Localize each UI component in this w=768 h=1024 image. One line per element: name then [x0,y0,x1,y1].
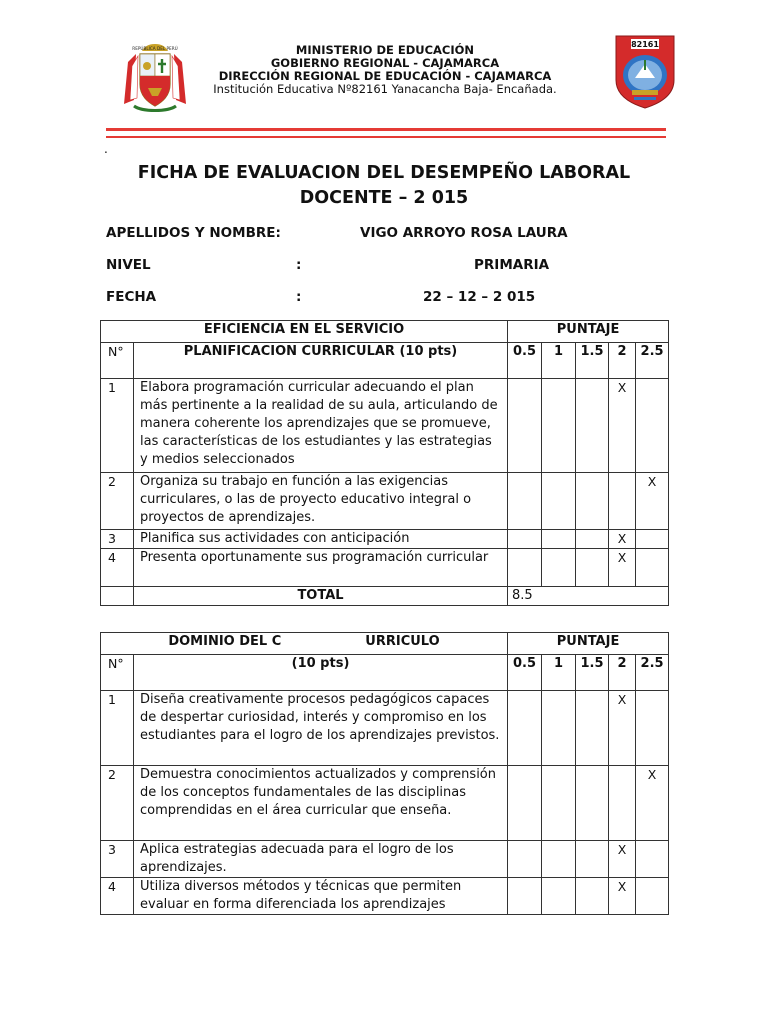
mark-1 [542,473,576,530]
mark-2-5 [636,841,669,878]
mark-1-5 [576,549,609,587]
mark-2-5: X [636,473,669,530]
mark-2 [609,473,636,530]
mark-1 [542,549,576,587]
row-number: 4 [101,549,134,587]
mark-1 [542,530,576,549]
shield-number: 82161 [631,40,659,49]
number-header: N° [101,343,134,379]
school-shield-logo [612,30,678,110]
table-row [101,530,669,549]
info-sep-date: : [296,289,302,305]
row-number: 2 [101,766,134,841]
left-logo-caption: REPÚBLICA DEL PERÚ [132,46,178,51]
scale-1-5: 1.5 [576,343,609,379]
section-heading: EFICIENCIA EN EL SERVICIO [101,321,508,343]
title-line-1: FICHA DE EVALUACION DEL DESEMPEÑO LABORAL [137,163,631,183]
table-heading-row [101,633,669,655]
section-heading [101,633,508,655]
row-number: 3 [101,841,134,878]
mark-0-5 [508,530,542,549]
info-value-level: PRIMARIA [474,257,550,273]
mark-1 [542,841,576,878]
number-header: N° [101,655,134,691]
mark-2: X [609,691,636,766]
institution-line: Institución Educativa Nº82161 Yanacancha Baja- Encañada. [213,82,557,96]
column-header-row [101,655,669,691]
mark-1 [542,878,576,915]
table-heading-row [101,321,669,343]
mark-2: X [609,549,636,587]
row-number: 2 [101,473,134,530]
mark-1 [542,766,576,841]
mark-1-5 [576,766,609,841]
info-label-name: APELLIDOS Y NOMBRE: [106,225,281,241]
mark-0-5 [508,841,542,878]
table-row [101,549,669,587]
scale-0-5: 0.5 [508,655,542,691]
info-value-date: 22 – 12 – 2 015 [423,289,536,305]
mark-1 [542,691,576,766]
table-row [101,691,669,766]
mark-0-5 [508,473,542,530]
criterion-text: Planifica sus actividades con anticipación [134,530,508,549]
ministry-line: MINISTERIO DE EDUCACIÓN [295,43,475,57]
column-header-row [101,343,669,379]
stray-mark: . [104,142,108,156]
mark-2-5: X [636,766,669,841]
regional-government-line: GOBIERNO REGIONAL - CAJAMARCA [270,56,500,70]
info-sep-level: : [296,257,302,273]
header-rule-thick [106,128,666,131]
score-heading: PUNTAJE [508,321,669,343]
row-number: 1 [101,379,134,473]
table-row [101,473,669,530]
total-label: TOTAL [134,587,508,606]
section-heading-part-1: DOMINIO DEL C [168,634,282,649]
scale-2-5: 2.5 [636,343,669,379]
criterion-text: Diseña creativamente procesos pedagógicos capaces de despertar curiosidad, interés y compromiso en los estudiantes para el logro de los aprendizajes previstos. [134,691,508,766]
mark-0-5 [508,379,542,473]
scale-0-5: 0.5 [508,343,542,379]
header-rule-thin [106,136,666,138]
total-number-cell [101,587,134,606]
mark-2-5 [636,379,669,473]
criterion-text: Organiza su trabajo en función a las exigencias curriculares, o las de proyecto educativo integral o proyectos de aprendizajes. [134,473,508,530]
row-number: 3 [101,530,134,549]
mark-2: X [609,530,636,549]
total-row [101,587,669,606]
criterion-text: Presenta oportunamente sus programación curricular [134,549,508,587]
institution-header [190,44,580,96]
mark-1-5 [576,841,609,878]
title-line-2: DOCENTE – 2 015 [299,188,469,208]
criterion-text: Demuestra conocimientos actualizados y comprensión de los conceptos fundamentales de las disciplinas comprendidas en el área curricular que enseña. [134,766,508,841]
table-row [101,841,669,878]
mark-1-5 [576,530,609,549]
criteria-header: PLANIFICACION CURRICULAR (10 pts) [134,343,508,379]
scale-2: 2 [609,343,636,379]
scale-1-5: 1.5 [576,655,609,691]
info-label-date: FECHA [106,289,157,305]
mark-0-5 [508,691,542,766]
mark-2: X [609,878,636,915]
row-number: 1 [101,691,134,766]
mark-2 [609,766,636,841]
mark-2-5 [636,530,669,549]
mark-1-5 [576,691,609,766]
evaluation-table-planning [100,320,669,606]
mark-2: X [609,379,636,473]
criterion-text: Utiliza diversos métodos y técnicas que permiten evaluar en forma diferenciada los aprendizajes [134,878,508,915]
table-row [101,379,669,473]
mark-2: X [609,841,636,878]
mark-0-5 [508,766,542,841]
section-heading-part-2: URRICULO [365,634,440,649]
row-number: 4 [101,878,134,915]
scale-1: 1 [542,343,576,379]
evaluation-table-curriculum [100,632,669,915]
info-value-name: VIGO ARROYO ROSA LAURA [360,225,568,241]
scale-1: 1 [542,655,576,691]
peru-coat-of-arms-logo [118,40,192,118]
table-row [101,878,669,915]
total-value: 8.5 [508,587,669,606]
criterion-text: Aplica estrategias adecuada para el logro de los aprendizajes. [134,841,508,878]
mark-2-5 [636,549,669,587]
scale-2-5: 2.5 [636,655,669,691]
table-row [101,766,669,841]
criterion-text: Elabora programación curricular adecuando el plan más pertinente a la realidad de su aula, articulando de manera coherente los aprendizajes que se promueve, las características de los estudiantes y las estrategias y medios seleccionados [134,379,508,473]
mark-0-5 [508,549,542,587]
score-heading: PUNTAJE [508,633,669,655]
mark-2-5 [636,878,669,915]
regional-direction-line: DIRECCIÓN REGIONAL DE EDUCACIÓN - CAJAMARCA [218,69,552,83]
info-label-level: NIVEL [106,257,151,273]
mark-1-5 [576,473,609,530]
mark-0-5 [508,878,542,915]
mark-1-5 [576,878,609,915]
document-title [100,161,668,211]
criteria-header: (10 pts) [134,655,508,691]
scale-2: 2 [609,655,636,691]
mark-1-5 [576,379,609,473]
mark-1 [542,379,576,473]
mark-2-5 [636,691,669,766]
